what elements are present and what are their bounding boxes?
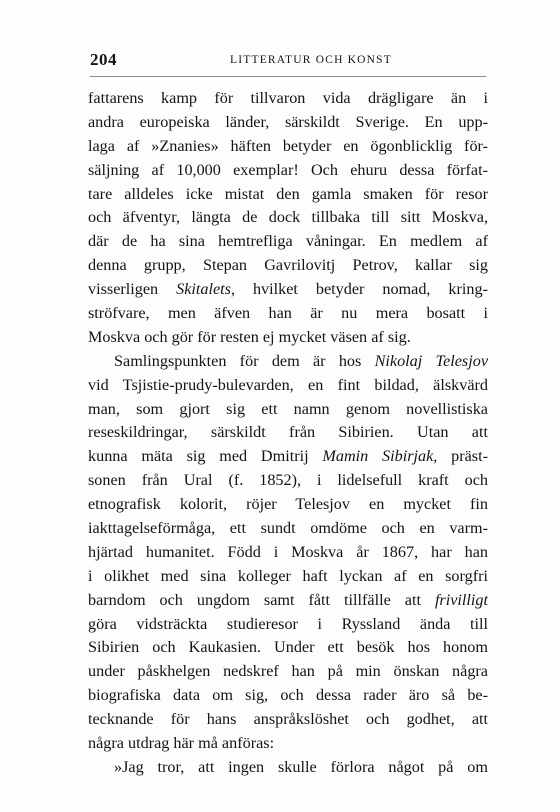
text-line (88, 230, 488, 254)
line-text: vid Tsjistie-prudy-bulevarden, en fint bildad, älskvärd (88, 375, 488, 394)
text-line (88, 708, 488, 732)
paragraph-first-line (88, 350, 488, 374)
line-text: kunna mäta sig med Dmitrij (88, 447, 323, 466)
text-line (88, 517, 488, 541)
line-text: reseskildringar, särskildt från Sibirien. Utan att (88, 423, 488, 442)
line-text: fattarens kamp för tillvaron vida drägligare än i (88, 89, 488, 107)
line-text: sonen från Ural (f. 1852), i lidelsefull kraft och (88, 471, 488, 490)
text-line (88, 684, 488, 708)
line-text: , hvilket betyder nomad, kring- (230, 280, 488, 299)
line-text: visserligen (88, 280, 177, 299)
text-line (88, 493, 488, 517)
line-text: tare alldeles icke mistat den gamla smaken för resor (88, 184, 488, 203)
running-head: LITTERATUR OCH KONST (230, 54, 392, 66)
line-text: iakttagelseförmåga, ett sundt omdöme och en varm- (88, 519, 488, 538)
text-line (88, 469, 488, 493)
line-text: i olikhet med sina kolleger haft lyckan af en sorgfri (88, 566, 488, 585)
text-line (88, 302, 488, 326)
line-text: under påskhelgen nedskref han på min önskan några (88, 662, 488, 681)
line-text: ströfvare, men äfven han är nu mera bosatt i (88, 304, 488, 323)
text-line (88, 660, 488, 684)
line-text: tecknande för hans anspråkslöshet och godhet, att (88, 710, 488, 729)
text-line (88, 278, 488, 302)
line-text: etnografisk kolorit, röjer Telesjov en mycket fin (88, 495, 488, 514)
text-line (88, 398, 488, 422)
text-line (88, 374, 488, 398)
italic-term: Skitalets (176, 280, 231, 299)
text-line (88, 565, 488, 589)
text-line (88, 589, 488, 613)
text-line (88, 206, 488, 230)
text-line (88, 159, 488, 183)
italic-term: Mamin Sibirjak (322, 447, 434, 466)
line-text: Samlingspunkten för dem är hos (114, 351, 375, 370)
text-line (88, 111, 488, 135)
paragraph-first-line (88, 756, 488, 780)
line-text: »Jag tror, att ingen skulle förlora något på om (114, 757, 488, 776)
text-line (88, 254, 488, 278)
body-text (88, 87, 488, 780)
italic-term: frivilligt (434, 590, 488, 609)
page-header (90, 50, 488, 72)
text-line (88, 421, 488, 445)
italic-term: Nikolaj Telesjov (374, 351, 488, 370)
line-text: denna grupp, Stepan Gavrilovitj Petrov, kallar sig (88, 256, 488, 275)
line-text: Sibirien och Kaukasien. Under ett besök hos honom (88, 638, 488, 657)
line-text: biografiska data om sig, och dessa rader äro så be- (88, 686, 488, 705)
line-text: andra europeiska länder, särskildt Sverige. En upp- (88, 112, 488, 131)
text-line (88, 613, 488, 637)
line-text: några utdrag här må anföras: (88, 734, 275, 753)
text-line (88, 541, 488, 565)
line-text: göra vidsträckta studieresor i Ryssland ända till (88, 614, 488, 633)
text-line (88, 326, 488, 350)
line-text: säljning af 10,000 exemplar! Och ehuru dessa förfat- (88, 160, 488, 179)
line-text: man, som gjort sig ett namn genom novellistiska (88, 399, 488, 418)
text-line (88, 87, 488, 111)
line-text: laga af »Znanies» häften betyder en ögonblicklig för- (88, 136, 488, 155)
text-line (88, 183, 488, 207)
line-text: barndom och ungdom samt fått tillfälle att (88, 590, 435, 609)
header-rule (90, 76, 486, 77)
line-text: och äfventyr, längta de dock tillbaka till sitt Moskva, (88, 208, 488, 227)
text-line (88, 445, 488, 469)
page-number: 204 (90, 50, 117, 69)
text-line (88, 636, 488, 660)
line-text: hjärtad humanitet. Född i Moskva år 1867, har han (88, 542, 488, 561)
line-text: , präst- (433, 447, 488, 466)
line-text: Moskva och gör för resten ej mycket väsen af sig. (88, 327, 411, 346)
text-line (88, 732, 488, 756)
text-line (88, 135, 488, 159)
line-text: där de ha sina hemtrefliga våningar. En medlem af (88, 232, 488, 251)
